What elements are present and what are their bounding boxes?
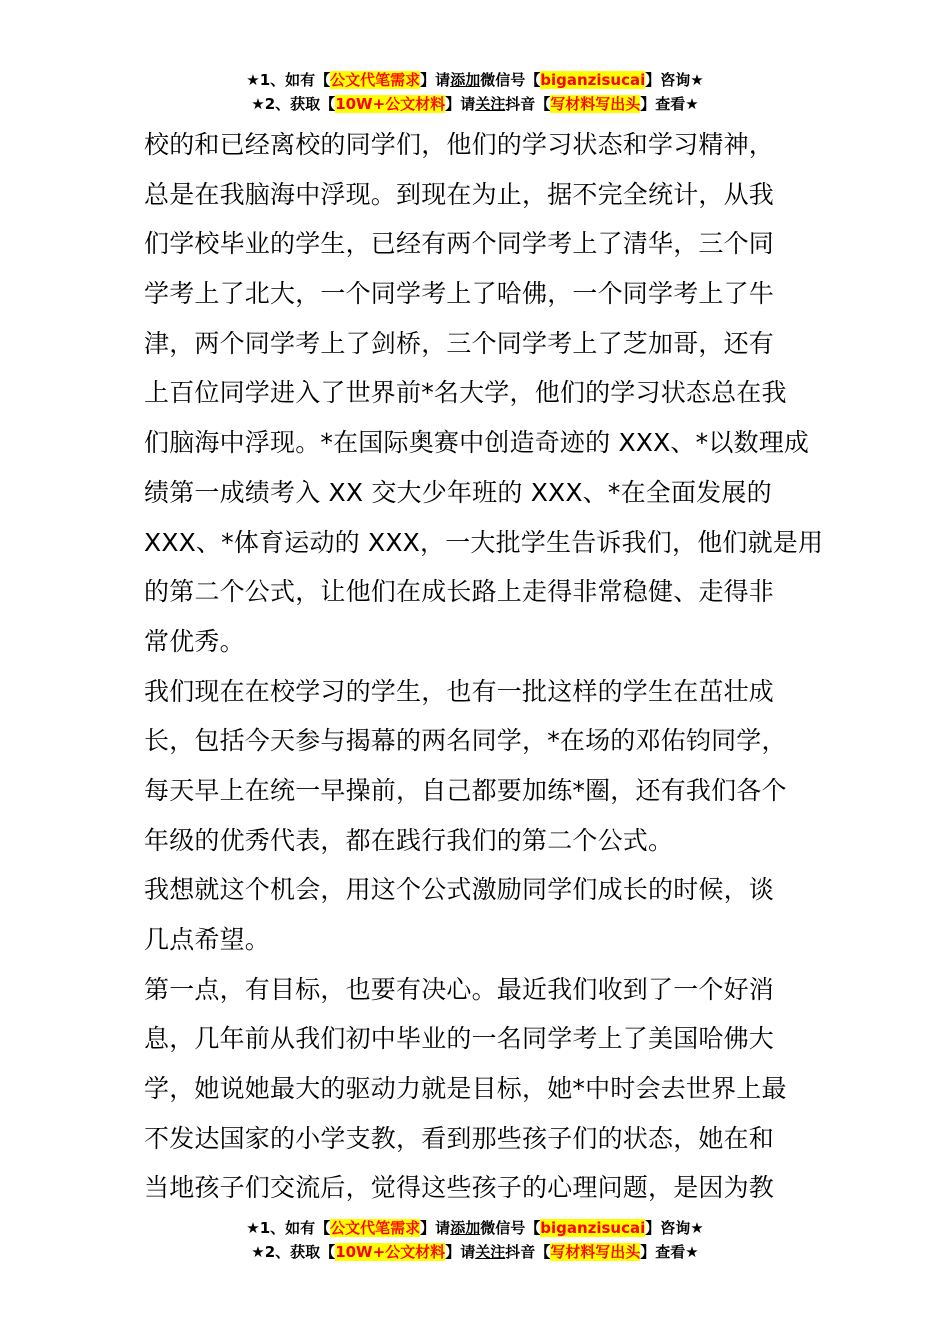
body-line: 常优秀。 — [144, 626, 245, 656]
banner-text: 】请 — [420, 1219, 451, 1237]
document-body — [144, 120, 824, 1213]
body-line: 们脑海中浮现。*在国际奥赛中创造奇迹的 XXX、*以数理成 — [144, 428, 810, 458]
body-line: 上百位同学进入了世界前*名大学，他们的学习状态总在我 — [144, 378, 787, 408]
body-line: 津，两个同学考上了剑桥，三个同学考上了芝加哥，还有 — [144, 328, 775, 358]
highlight-wechat-id: biganzisucai — [540, 1219, 646, 1237]
body-line: 我想就这个机会，用这个公式激励同学们成长的时候，谈 — [144, 875, 775, 905]
highlight-douyin: 写材料写出头 — [550, 95, 641, 113]
body-line: XXX、*体育运动的 XXX，一大批学生告诉我们，他们就是用 — [144, 527, 824, 557]
highlight-service: 公文代笔需求 — [330, 71, 421, 89]
banner-text: 】请 — [445, 1243, 476, 1261]
banner-text: 】咨询★ — [645, 71, 704, 89]
body-line: 学，她说她最大的驱动力就是目标，她*中时会去世界上最 — [144, 1074, 787, 1104]
banner-line-2 — [0, 1240, 950, 1264]
footer-banner — [0, 1216, 950, 1264]
banner-text: 添加 — [450, 71, 481, 89]
body-line: 的第二个公式，让他们在成长路上走得非常稳健、走得非 — [144, 577, 775, 607]
body-line: 学考上了北大，一个同学考上了哈佛，一个同学考上了牛 — [144, 279, 775, 309]
banner-text: 添加 — [450, 1219, 481, 1237]
body-line: 绩第一成绩考入 XX 交大少年班的 XXX、*在全面发展的 — [144, 477, 772, 507]
body-line: 不发达国家的小学支教，看到那些孩子们的状态，她在和 — [144, 1123, 775, 1153]
body-line: 每天早上在统一早操前，自己都要加练*圈，还有我们各个 — [144, 775, 787, 805]
header-banner — [0, 68, 950, 116]
banner-text: ★2、获取【 — [251, 95, 336, 113]
body-line: 总是在我脑海中浮现。到现在为止，据不完全统计，从我 — [144, 179, 775, 209]
body-line: 息，几年前从我们初中毕业的一名同学考上了美国哈佛大 — [144, 1024, 775, 1054]
banner-text: 抖音【 — [505, 95, 551, 113]
banner-text: 】查看★ — [640, 1243, 699, 1261]
banner-text: ★1、如有【 — [246, 1219, 331, 1237]
banner-text: 抖音【 — [505, 1243, 551, 1261]
banner-text: 】查看★ — [640, 95, 699, 113]
banner-text: ★2、获取【 — [251, 1243, 336, 1261]
banner-text: ★1、如有【 — [246, 71, 331, 89]
banner-line-2 — [0, 92, 950, 116]
highlight-materials: 10W+公文材料 — [335, 1243, 446, 1261]
banner-text: 微信号【 — [480, 1219, 541, 1237]
highlight-wechat-id: biganzisucai — [540, 71, 646, 89]
banner-text: 关注 — [475, 1243, 506, 1261]
body-line: 我们现在在校学习的学生，也有一批这样的学生在茁壮成 — [144, 676, 775, 706]
banner-text: 】咨询★ — [645, 1219, 704, 1237]
banner-line-1 — [0, 68, 950, 92]
body-line: 长，包括今天参与揭幕的两名同学，*在场的邓佑钧同学， — [144, 726, 787, 756]
banner-text: 】请 — [445, 95, 476, 113]
highlight-service: 公文代笔需求 — [330, 1219, 421, 1237]
banner-text: 微信号【 — [480, 71, 541, 89]
body-line: 当地孩子们交流后，觉得这些孩子的心理问题，是因为教 — [144, 1173, 775, 1203]
banner-text: 关注 — [475, 95, 506, 113]
body-line: 年级的优秀代表，都在践行我们的第二个公式。 — [144, 825, 674, 855]
body-line: 们学校毕业的学生，已经有两个同学考上了清华，三个同 — [144, 229, 775, 259]
banner-text: 】请 — [420, 71, 451, 89]
body-line: 校的和已经离校的同学们，他们的学习状态和学习精神， — [144, 130, 775, 159]
banner-line-1 — [0, 1216, 950, 1240]
highlight-douyin: 写材料写出头 — [550, 1243, 641, 1261]
body-line: 几点希望。 — [144, 925, 271, 954]
highlight-materials: 10W+公文材料 — [335, 95, 446, 113]
body-line: 第一点，有目标，也要有决心。最近我们收到了一个好消 — [144, 974, 775, 1004]
